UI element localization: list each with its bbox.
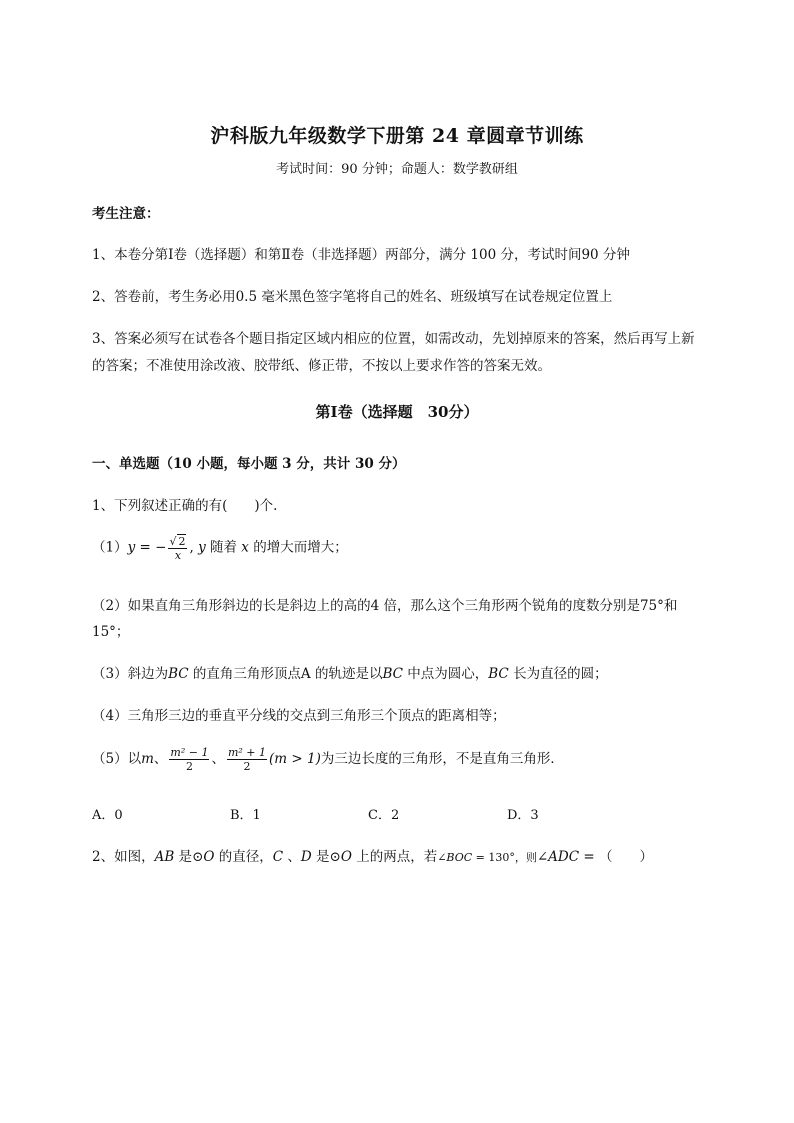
notice-item-3: 3、答案必须写在试卷各个题目指定区域内相应的位置，如需改动，先划掉原来的答案，然后再写上新 bbox=[92, 331, 695, 347]
statement-5: （5）以m、 $\frac{\text{m² − 1}}{2}$ 、 $\frac{\text{m² + 1}}{2}$ (m > 1)为三边长度的三角形，不是直角三角形． bbox=[92, 746, 564, 773]
notice-heading: 考生注意： bbox=[92, 206, 160, 222]
question-1-stem: 1、下列叙述正确的有( )个. bbox=[92, 498, 278, 514]
notice-item-1: 1、本卷分第Ⅰ卷（选择题）和第Ⅱ卷（非选择题）两部分，满分 100 分，考试时间90 分钟 bbox=[92, 247, 630, 263]
choice-b: B．1 bbox=[230, 808, 261, 823]
notice-item-2: 2、答卷前，考生务必用0.5 毫米黑色签字笔将自己的姓名、班级填写在试卷规定位置上 bbox=[92, 289, 613, 305]
page-title: 沪科版九年级数学下册第 24 章圆章节训练 bbox=[210, 125, 584, 147]
choice-d: D．3 bbox=[507, 808, 539, 823]
statement-2-line-1: （2）如果直角三角形斜边的长是斜边上的高的4 倍，那么这个三角形两个锐角的度数分别是75°和 bbox=[92, 598, 678, 614]
notice-item-3-cont: 的答案；不准使用涂改液、胶带纸、修正带，不按以上要求作答的答案无效。 bbox=[92, 358, 551, 374]
exam-info: 考试时间：90 分钟；命题人：数学教研组 bbox=[276, 162, 518, 177]
choice-c: C．2 bbox=[368, 808, 400, 823]
fraction-m2-plus-1: $\frac{\text{m² + 1}}{2}$ bbox=[227, 746, 267, 773]
statement-4: （4）三角形三边的垂直平分线的交点到三角形三个顶点的距离相等； bbox=[92, 708, 506, 724]
fraction-sqrt2-over-x: $\frac{√ 2}{x}$ bbox=[169, 535, 186, 562]
part-title: 一、单选题（10 小题，每小题 3 分，共计 30 分） bbox=[92, 456, 406, 472]
fraction-m2-minus-1: $\frac{\text{m² − 1}}{2}$ bbox=[170, 746, 209, 773]
section-title: 第Ⅰ卷（选择题 30分） bbox=[315, 403, 479, 421]
statement-1: （1）y = − $\frac{√ 2}{x}$ , y 随着 x 的增大而增大； bbox=[92, 535, 348, 562]
statement-2-line-2: 15°； bbox=[92, 624, 130, 640]
question-2-stem: 2、如图，AB 是⊙O 的直径，C 、D 是⊙O 上的两点，若∠BOC = 130°，则∠ADC = （ ） bbox=[92, 849, 653, 865]
statement-3: （3）斜边为BC 的直角三角形顶点A 的轨迹是以BC 中点为圆心，BC 长为直径的圆； bbox=[92, 666, 608, 682]
choice-a: A．0 bbox=[92, 808, 123, 823]
